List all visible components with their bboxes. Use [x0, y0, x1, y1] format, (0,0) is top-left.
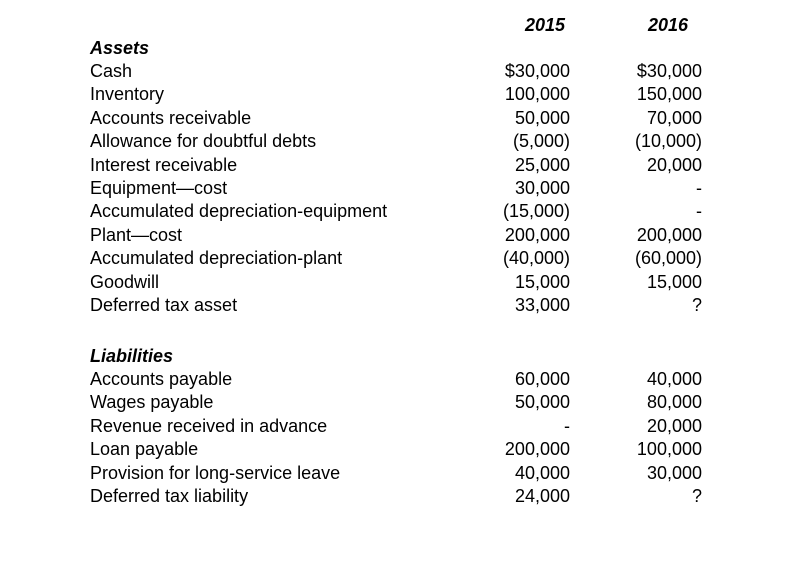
- value-2015: 50,000: [514, 392, 570, 413]
- row-label: Provision for long-service leave: [90, 462, 341, 483]
- value-2016: 40,000: [646, 369, 702, 389]
- row-label: Equipment—cost: [90, 177, 228, 198]
- table-row: [90, 247, 720, 270]
- value-2016: 70,000: [646, 107, 702, 128]
- value-2015: 50,000: [514, 107, 570, 128]
- value-2015: (40,000): [502, 248, 570, 269]
- value-2016: ?: [691, 485, 702, 506]
- value-2015: $30,000: [504, 61, 570, 81]
- row-label: Accounts receivable: [90, 107, 252, 128]
- table-row: [90, 368, 720, 391]
- row-label: Goodwill: [90, 271, 160, 292]
- value-2016: 30,000: [646, 462, 702, 483]
- table-row: [90, 130, 720, 153]
- table-row: [90, 271, 720, 294]
- value-2016: 150,000: [636, 84, 702, 105]
- value-2016: 80,000: [646, 392, 702, 413]
- value-2016: 100,000: [636, 439, 702, 460]
- table-row: [90, 200, 720, 223]
- row-label: Deferred tax asset: [90, 294, 238, 315]
- value-2015: (5,000): [512, 131, 570, 152]
- table-row: [90, 177, 720, 200]
- value-2015: 30,000: [514, 177, 570, 198]
- value-2016: ?: [691, 294, 702, 315]
- table-row: [90, 107, 720, 130]
- value-2016: 20,000: [646, 154, 702, 175]
- table-row: [90, 154, 720, 177]
- table-row: [90, 391, 720, 414]
- table-row: [90, 224, 720, 247]
- table-row: [90, 294, 720, 317]
- value-2016: (60,000): [634, 248, 702, 269]
- value-2016: -: [696, 201, 702, 222]
- row-label: Inventory: [90, 84, 165, 105]
- column-header-2016: 2016: [647, 15, 688, 35]
- value-2016: (10,000): [634, 131, 702, 152]
- value-2015: 60,000: [514, 369, 570, 389]
- value-2016: 15,000: [646, 271, 702, 292]
- row-label: Plant—cost: [90, 224, 183, 245]
- liabilities-section: [90, 345, 720, 508]
- row-label: Loan payable: [90, 439, 199, 460]
- value-2015: 33,000: [514, 294, 570, 315]
- table-row: [90, 462, 720, 485]
- value-2015: (15,000): [502, 201, 570, 222]
- row-label: Accumulated depreciation-equipment: [90, 201, 388, 222]
- row-label: Allowance for doubtful debts: [90, 131, 317, 152]
- value-2015: 25,000: [514, 154, 570, 175]
- table-row: [90, 415, 720, 438]
- value-2015: 24,000: [514, 485, 570, 506]
- table-row: [90, 485, 720, 508]
- value-2016: $30,000: [636, 61, 702, 81]
- row-label: Accounts payable: [90, 369, 233, 389]
- value-2015: 15,000: [514, 271, 570, 292]
- value-2016: 20,000: [646, 415, 702, 436]
- row-label: Wages payable: [90, 392, 214, 413]
- value-2015: 100,000: [504, 84, 570, 105]
- assets-section: [90, 37, 720, 317]
- value-2015: -: [564, 415, 570, 436]
- liabilities-title: Liabilities: [90, 346, 174, 366]
- row-label: Cash: [90, 61, 133, 81]
- value-2015: 200,000: [504, 439, 570, 460]
- column-header-2015: 2015: [524, 15, 565, 35]
- value-2015: 40,000: [514, 462, 570, 483]
- value-2015: 200,000: [504, 224, 570, 245]
- value-2016: 200,000: [636, 224, 702, 245]
- row-label: Deferred tax liability: [90, 485, 249, 506]
- table-row: [90, 83, 720, 106]
- table-row: [90, 438, 720, 461]
- row-label: Interest receivable: [90, 154, 238, 175]
- row-label: Accumulated depreciation-plant: [90, 248, 343, 269]
- value-2016: -: [696, 177, 702, 198]
- table-row: [90, 60, 720, 83]
- row-label: Revenue received in advance: [90, 415, 328, 436]
- assets-title: Assets: [90, 38, 150, 58]
